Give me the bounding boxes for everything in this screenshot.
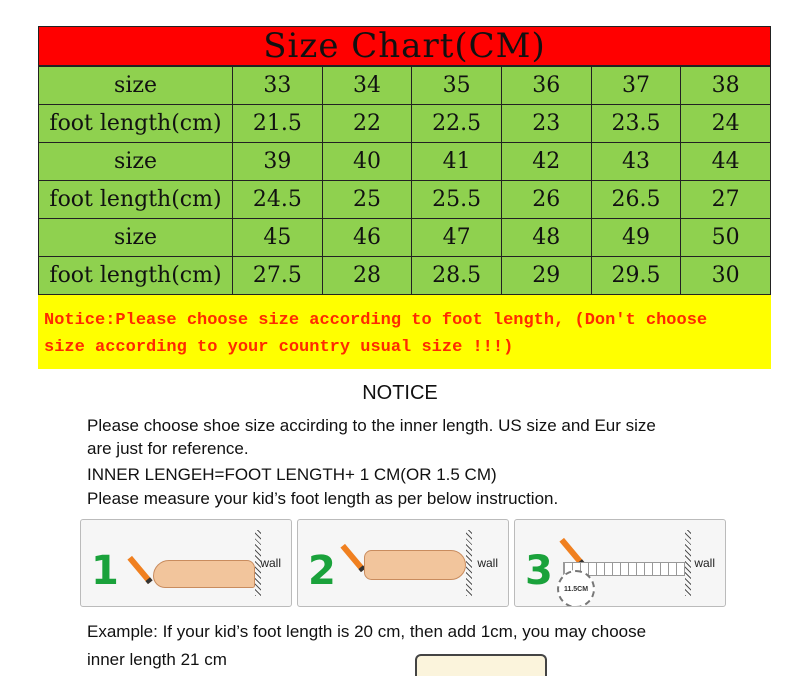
row-label: foot length(cm): [39, 257, 233, 295]
inner-length-formula: INNER LENGEH=FOOT LENGTH+ 1 CM(OR 1.5 CM): [87, 465, 497, 484]
size-cell: 44: [681, 143, 771, 181]
step-panel-3: [514, 519, 726, 607]
wall-icon: [466, 530, 472, 596]
length-cell: 23: [501, 105, 591, 143]
wall-label: wall: [477, 556, 498, 570]
length-cell: 29.5: [591, 257, 681, 295]
length-cell: 27.5: [233, 257, 323, 295]
length-cell: 23.5: [591, 105, 681, 143]
size-cell: 48: [501, 219, 591, 257]
notice-heading: NOTICE: [362, 382, 438, 404]
size-cell: 39: [233, 143, 323, 181]
notice-text: Please choose shoe size accirding to the inner length. US size and Eur size: [87, 416, 656, 435]
size-cell: 41: [412, 143, 502, 181]
length-cell: 22.5: [412, 105, 502, 143]
size-cell: 42: [501, 143, 591, 181]
size-cell: 33: [233, 67, 323, 105]
table-row: [39, 67, 771, 105]
size-cell: 50: [681, 219, 771, 257]
length-cell: 28.5: [412, 257, 502, 295]
step-number: 1: [91, 548, 119, 594]
size-cell: 35: [412, 67, 502, 105]
example-text: Example: If your kid’s foot length is 20 cm, then add 1cm, you may choose: [87, 622, 647, 641]
size-chart-title: Size Chart(CM): [38, 26, 771, 66]
row-label: size: [39, 219, 233, 257]
length-cell: 22: [322, 105, 412, 143]
length-cell: 24: [681, 105, 771, 143]
size-cell: 46: [322, 219, 412, 257]
example-text: inner length 21 cm: [87, 650, 227, 669]
notice-banner: [38, 295, 771, 369]
length-cell: 29: [501, 257, 591, 295]
length-cell: 30: [681, 257, 771, 295]
notice-text: are just for reference.: [87, 439, 249, 458]
size-cell: 36: [501, 67, 591, 105]
notice-banner-line: Notice:Please choose size according to foot length, (Don't choose: [44, 311, 708, 330]
length-cell: 24.5: [233, 181, 323, 219]
pencil-icon: [340, 544, 365, 572]
size-cell: 43: [591, 143, 681, 181]
row-label: foot length(cm): [39, 105, 233, 143]
length-cell: 25: [322, 181, 412, 219]
length-cell: 28: [322, 257, 412, 295]
row-label: size: [39, 67, 233, 105]
wall-icon: [685, 530, 691, 596]
table-row: [39, 257, 771, 295]
size-table: [38, 66, 771, 295]
foot-top-icon: [364, 550, 466, 580]
size-cell: 47: [412, 219, 502, 257]
row-label: foot length(cm): [39, 181, 233, 219]
size-cell: 37: [591, 67, 681, 105]
measurement-badge: 11.5CM: [557, 570, 595, 607]
step-number: 3: [525, 548, 553, 594]
size-chart: [38, 26, 771, 369]
length-cell: 21.5: [233, 105, 323, 143]
notice-banner-line: size according to your country usual size !!!): [44, 338, 514, 357]
table-row: [39, 105, 771, 143]
size-cell: 40: [322, 143, 412, 181]
length-cell: 26.5: [591, 181, 681, 219]
step-panel-1: [80, 519, 292, 607]
length-cell: 27: [681, 181, 771, 219]
size-cell: 34: [322, 67, 412, 105]
row-label: size: [39, 143, 233, 181]
step-number: 2: [308, 548, 336, 594]
table-row: [39, 181, 771, 219]
wall-label: wall: [260, 556, 281, 570]
step-panel-2: [297, 519, 509, 607]
pencil-icon: [127, 556, 152, 584]
foot-side-icon: [153, 560, 255, 588]
measure-instructions: [80, 519, 726, 607]
shoe-insole-illustration: [415, 654, 547, 676]
table-row: [39, 143, 771, 181]
size-cell: 49: [591, 219, 681, 257]
size-cell: 38: [681, 67, 771, 105]
size-cell: 45: [233, 219, 323, 257]
notice-text: Please measure your kid’s foot length as per below instruction.: [87, 489, 559, 508]
table-row: [39, 219, 771, 257]
length-cell: 25.5: [412, 181, 502, 219]
wall-label: wall: [694, 556, 715, 570]
length-cell: 26: [501, 181, 591, 219]
